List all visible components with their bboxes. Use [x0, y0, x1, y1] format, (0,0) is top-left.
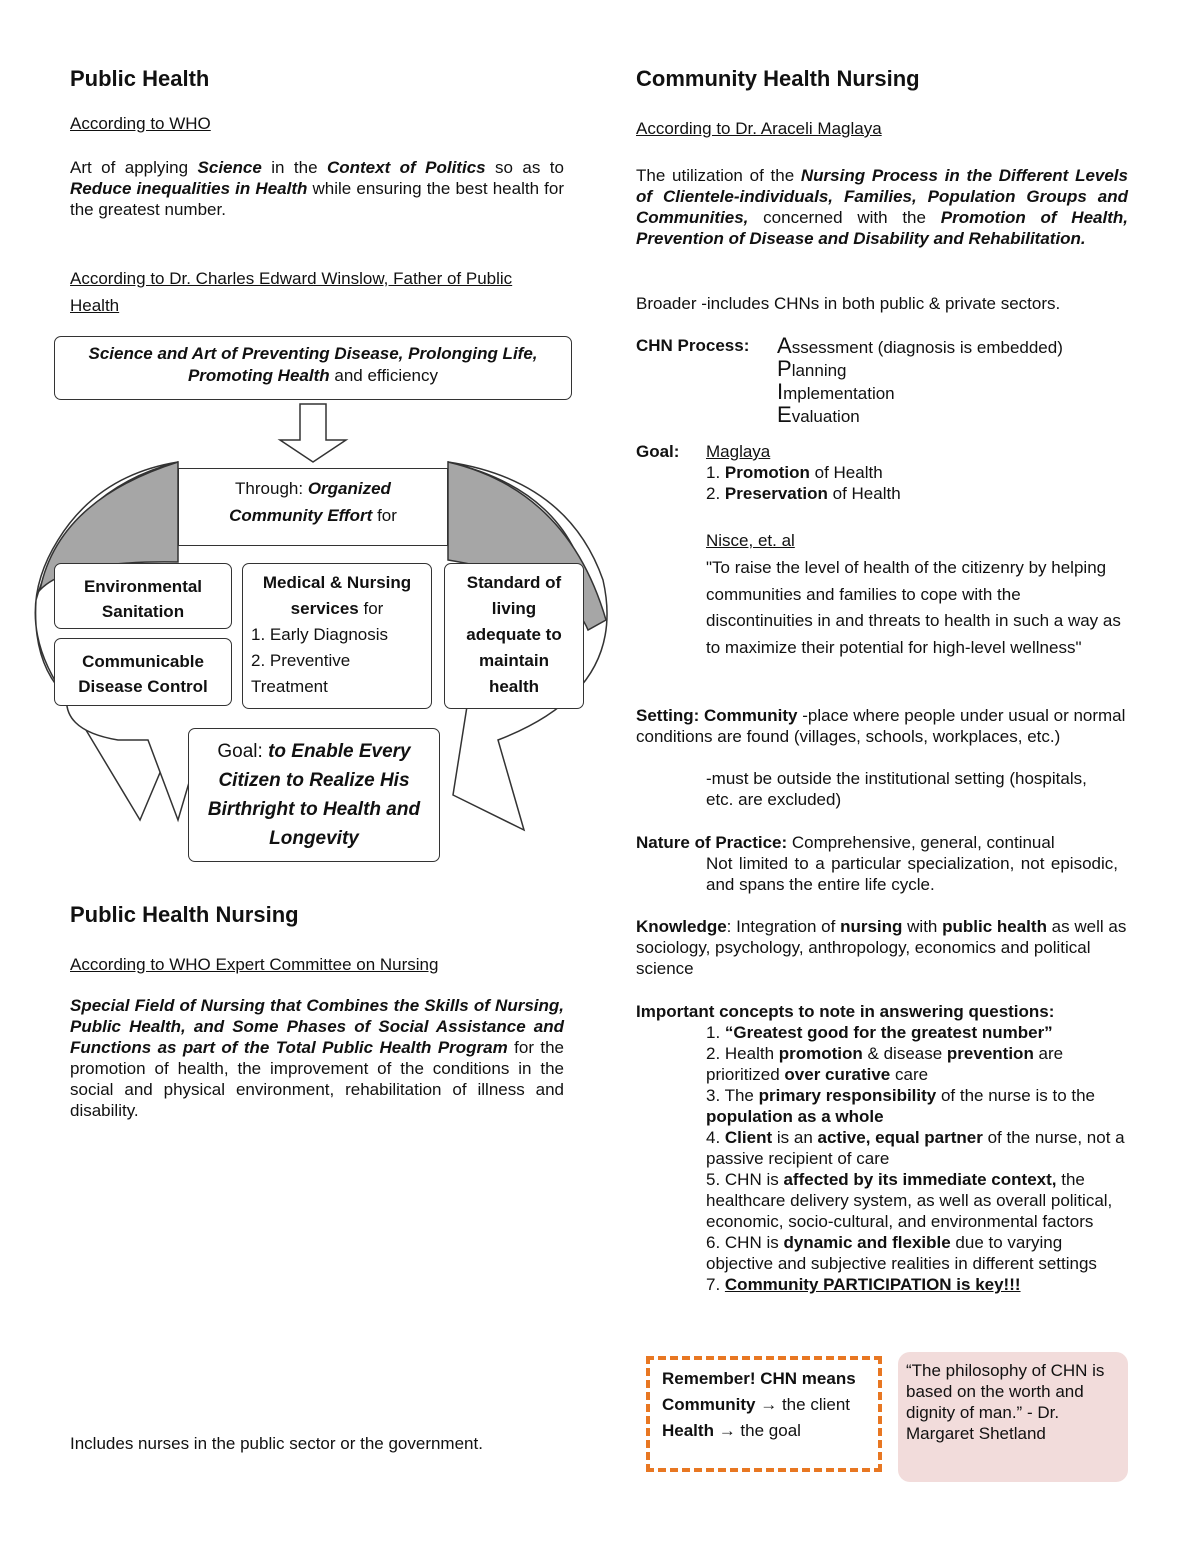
who-source-label: According to WHO: [70, 114, 211, 133]
public-health-nursing-title: Public Health Nursing: [70, 902, 299, 927]
public-health-definition: Art of applying Science in the Context of Politics so as to Reduce inequalities in Health while ensuring the best health for the greatest number.: [70, 158, 564, 219]
nature-section: Nature of Practice: Comprehensive, general, continual: [636, 833, 1055, 852]
process-step: Assessment (diagnosis is embedded): [777, 333, 1063, 358]
chn-process-label: CHN Process:: [636, 336, 750, 355]
right-arrow-icon: →: [760, 1395, 778, 1414]
environmental-sanitation-box: Environmental Sanitation: [54, 563, 232, 629]
chn-definition: The utilization of the Nursing Process in the Different Levels of Clientele-individuals, Families, Population Groups and Communities, concerned with the Promotion of Health, Prevention of Disease and Disability and Rehabilitation.: [636, 166, 1128, 248]
phn-definition: Special Field of Nursing that Combines the Skills of Nursing, Public Health, and Some Phases of Social Assistance and Functions as part of the Total Public Health Program for the promotion of health, the improvement of the conditions in the social and physical environment, rehabilitation of illness and disability.: [70, 996, 564, 1120]
nature-note: Not limited to a particular specialization, not episodic, and spans the entire life cycle.: [706, 854, 1118, 894]
list-item: 6. CHN is dynamic and flexible due to varying objective and subjective realities in different settings: [706, 1233, 1097, 1273]
through-box: Through: Organized Community Effort for: [178, 468, 448, 546]
shetland-quote-box: “The philosophy of CHN is based on the worth and dignity of man.” - Dr. Margaret Shetland: [898, 1352, 1128, 1482]
setting-note: -must be outside the institutional setting (hospitals, etc. are excluded): [706, 769, 1087, 809]
public-health-title: Public Health: [70, 66, 210, 91]
winslow-definition-box: Science and Art of Preventing Disease, Prolonging Life, Promoting Health and efficiency: [54, 336, 572, 400]
goal-label: Goal:: [636, 442, 680, 461]
medical-nursing-box: Medical & Nursing services for 1. Early Diagnosis 2. Preventive Treatment: [242, 563, 432, 709]
broader-note: Broader -includes CHNs in both public & private sectors.: [636, 294, 1061, 313]
concepts-title: Important concepts to note in answering questions:: [636, 1002, 1055, 1021]
list-item: 5. CHN is affected by its immediate context, the healthcare delivery system, as well as overall political, economic, socio-cultural, and environmental factors: [706, 1170, 1113, 1231]
process-step: Implementation: [777, 379, 895, 404]
list-item: 7. Community PARTICIPATION is key!!!: [706, 1275, 1021, 1294]
process-step: Planning: [777, 356, 847, 381]
knowledge-section: Knowledge: Integration of nursing with public health as well as sociology, psychology, anthropology, economics and political science: [636, 917, 1127, 978]
process-step: Evaluation: [777, 402, 860, 427]
communicable-disease-box: Communicable Disease Control: [54, 638, 232, 706]
nisce-quote: "To raise the level of health of the citizenry by helping communities and families to cope with the discontinuities in and threats to health in such a way as to maximize their potential for high-level wellness": [706, 558, 1121, 657]
down-arrow-icon: [280, 404, 346, 462]
maglaya-source-label: According to Dr. Araceli Maglaya: [636, 119, 882, 138]
list-item: 1. “Greatest good for the greatest number”: [706, 1023, 1053, 1042]
who-expert-source-label: According to WHO Expert Committee on Nursing: [70, 955, 439, 974]
list-item: 3. The primary responsibility of the nurse is to the population as a whole: [706, 1086, 1096, 1126]
phn-footer-note: Includes nurses in the public sector or the government.: [70, 1434, 483, 1453]
concepts-list: [706, 1022, 1126, 1295]
goal-section: Maglaya 1. Promotion of Health 2. Preservation of Health Nisce, et. al "To raise the level of health of the citizenry by helping communities and families to cope with the discontinuities in and threats to health in such a way as to maximize their potential for high-level wellness": [706, 441, 1126, 661]
winslow-source-label: According to Dr. Charles Edward Winslow, Father of Public Health: [70, 269, 513, 315]
standard-of-living-box: Standard of living adequate to maintain health: [444, 563, 584, 709]
right-arrow-icon: →: [718, 1421, 736, 1440]
list-item: 4. Client is an active, equal partner of the nurse, not a passive recipient of care: [706, 1128, 1125, 1168]
chn-title: Community Health Nursing: [636, 66, 920, 91]
chn-process-list: [777, 335, 1063, 427]
list-item: 2. Health promotion & disease prevention are prioritized over curative care: [706, 1044, 1064, 1084]
goal-box: Goal: to Enable Every Citizen to Realize His Birthright to Health and Longevity: [188, 728, 440, 862]
setting-section: Setting: Community -place where people under usual or normal conditions are found (villages, schools, workplaces, etc.): [636, 706, 1126, 746]
remember-box: Remember! CHN means Community → the client Health → the goal: [646, 1356, 882, 1472]
